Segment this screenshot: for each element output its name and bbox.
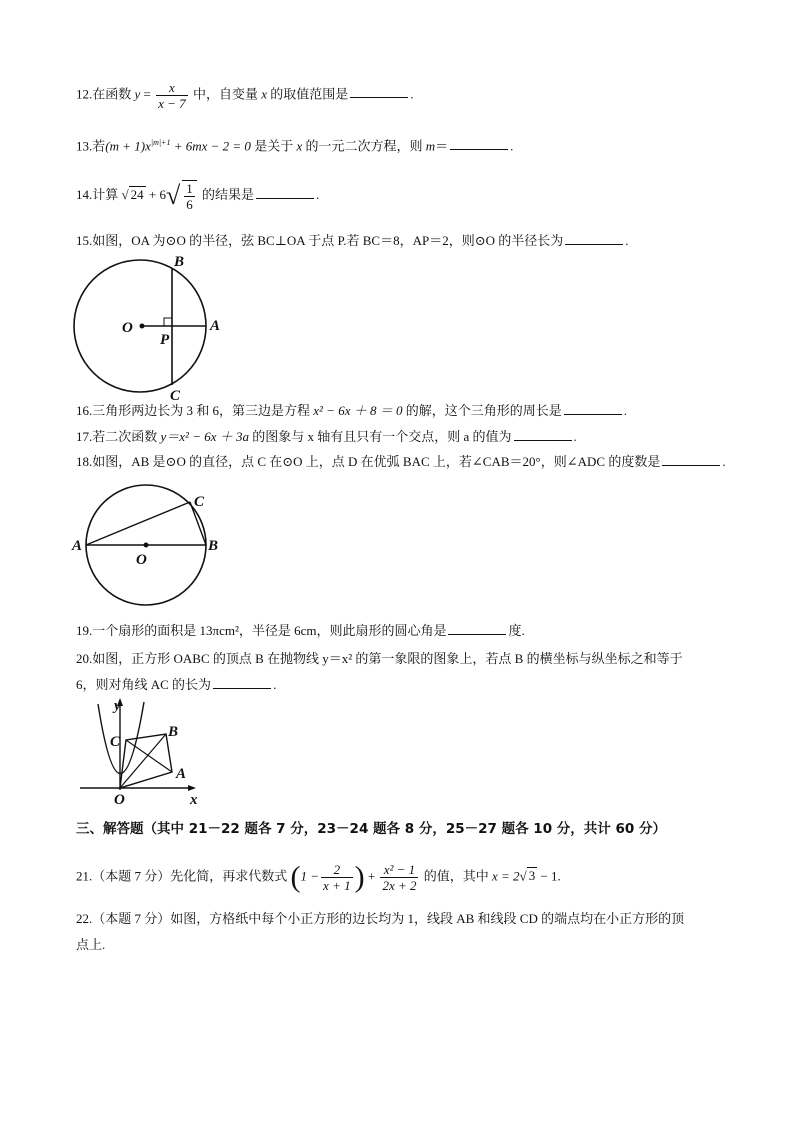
fig15-center-dot xyxy=(140,324,145,329)
q14-sqrt-fraction: √ $\frac{1}{6}$ xyxy=(166,187,199,202)
q20-text-line2: 6，则对角线 AC 的长为 xyxy=(76,677,212,692)
fig15-right-angle xyxy=(164,318,172,326)
q13-m: m xyxy=(425,138,436,154)
question-18 xyxy=(76,453,726,471)
q18-answer-blank[interactable] xyxy=(662,453,720,466)
q14-radicand: 24 xyxy=(130,186,144,202)
q21-one-minus: 1 − xyxy=(300,868,320,884)
q13-x: x xyxy=(296,138,303,154)
q21-prefix: 21.（本题 7 分）先化简，再求代数式 xyxy=(76,868,288,884)
fig18-chord-AC xyxy=(86,502,190,545)
question-13 xyxy=(76,134,513,155)
fig20-label-y: y xyxy=(114,698,121,714)
fig20-x-arrow-icon xyxy=(188,785,196,791)
fig15-label-P: P xyxy=(160,332,170,348)
q17-tail: 的图象与 x 轴有且只有一个交点，则 a 的值为 xyxy=(249,429,512,444)
fig18-label-B: B xyxy=(208,538,219,554)
question-20-line1 xyxy=(76,650,683,668)
fig18-label-A: A xyxy=(72,538,83,554)
fig18-center-dot xyxy=(144,543,149,548)
q12-equals: = xyxy=(143,86,155,102)
figure-15-circle xyxy=(70,252,230,402)
q15-answer-blank[interactable] xyxy=(565,232,623,245)
q19-answer-blank[interactable] xyxy=(448,622,506,635)
q12-tail: 的取值范围是 xyxy=(266,86,349,102)
question-19 xyxy=(76,622,525,640)
question-16 xyxy=(76,402,627,420)
q14-frac-den: 6 xyxy=(186,197,193,212)
q21-f2-denominator: 2x + 2 xyxy=(382,878,417,893)
question-15 xyxy=(76,232,629,250)
q22-text-line1: 22.（本题 7 分）如图，方格纸中每个小正方形的边长均为 1，线段 AB 和线段 CD 的端点均在小正方形的顶 xyxy=(76,911,685,926)
q13-expr2: + 6mx − 2 = 0 xyxy=(170,138,251,154)
fig20-diagonal-AC xyxy=(126,740,172,772)
fig15-label-O: O xyxy=(122,320,133,336)
q14-tail: 的结果是 xyxy=(198,186,255,202)
fig15-label-A: A xyxy=(210,318,221,334)
q20-answer-blank[interactable] xyxy=(213,676,271,689)
q13-x-base: x xyxy=(145,138,151,154)
q21-fraction-1 xyxy=(321,862,353,893)
fig20-label-O: O xyxy=(114,792,125,808)
q16-answer-blank[interactable] xyxy=(564,402,622,415)
q14-end: . xyxy=(316,186,320,202)
q14-plus: + 6 xyxy=(145,186,166,202)
q17-prefix: 17.若二次函数 xyxy=(76,429,161,444)
fig20-label-B: B xyxy=(168,724,179,740)
q21-middle: 的值，其中 xyxy=(420,868,492,884)
q12-answer-blank[interactable] xyxy=(350,85,408,98)
fig15-label-C: C xyxy=(170,388,181,402)
q21-f1-denominator: x + 1 xyxy=(323,878,351,893)
q16-prefix: 16.三角形两边长为 3 和 6，第三边是方程 xyxy=(76,403,314,418)
q14-answer-blank[interactable] xyxy=(256,186,314,199)
q13-tail: 的一元二次方程，则 xyxy=(302,138,426,154)
q16-tail: 的解，这个三角形的周长是 xyxy=(402,403,562,418)
q18-end: . xyxy=(722,454,726,469)
q19-end: 度. xyxy=(508,623,525,638)
question-12 xyxy=(76,80,414,111)
figure-18-circle xyxy=(70,478,230,618)
q13-answer-blank[interactable] xyxy=(450,137,508,150)
q12-denominator: x − 7 xyxy=(158,96,186,111)
q15-end: . xyxy=(625,233,629,248)
q16-end: . xyxy=(623,403,627,418)
q12-fraction xyxy=(156,80,188,111)
q12-middle: 中，自变量 xyxy=(192,86,262,102)
q21-plus: + xyxy=(364,868,379,884)
q12-prefix: 12.在函数 xyxy=(76,86,135,102)
q13-end: . xyxy=(510,138,514,154)
q14-sqrt24: √ 24 xyxy=(121,186,144,202)
q21-tail: − 1 xyxy=(537,868,558,884)
q21-f1-numerator: 2 xyxy=(321,862,353,878)
q19-text: 19.一个扇形的面积是 13πcm²，半径是 6cm，则此扇形的圆心角是 xyxy=(76,623,447,638)
q21-x-equals: x = 2 xyxy=(492,868,520,884)
fig20-label-C: C xyxy=(110,734,121,750)
question-22-line1 xyxy=(76,910,684,928)
q16-equation: x² − 6x ＋ 8 ＝ 0 xyxy=(313,403,403,418)
q13-exponent: |m|+1 xyxy=(150,138,171,147)
section-heading: 三、解答题（其中 21－22 题各 7 分，23－24 题各 8 分，25－27 题各 10 分，共计 60 分） xyxy=(76,821,666,837)
fig20-diagonal-OB xyxy=(120,734,166,788)
fig18-label-C: C xyxy=(194,494,205,510)
q13-expr1: (m + 1) xyxy=(105,138,146,154)
q13-middle: 是关于 xyxy=(250,138,297,154)
fig20-label-A: A xyxy=(176,766,187,782)
fig18-label-O: O xyxy=(136,552,147,568)
q12-y: y xyxy=(134,86,141,102)
fig20-square-OABC xyxy=(120,734,172,788)
q22-text-line2: 点上. xyxy=(76,937,106,952)
q12-end: . xyxy=(410,86,414,102)
q14-frac-num: 1 xyxy=(186,181,193,196)
q20-text-line1: 20.如图，正方形 OABC 的顶点 B 在抛物线 y＝x² 的第一象限的图象上，若点 B 的横坐标与纵坐标之和等于 xyxy=(76,651,683,666)
figure-20-parabola-square xyxy=(76,694,206,809)
question-22-line2 xyxy=(76,936,105,954)
q14-prefix: 14.计算 xyxy=(76,186,119,202)
q17-equation: y＝x² − 6x ＋ 3a xyxy=(160,429,249,444)
fig15-label-B: B xyxy=(174,254,185,270)
question-17 xyxy=(76,428,577,446)
question-21: 21.（本题 7 分）先化简，再求代数式 (1 − $\frac{2}{x + 1}$ ) + $\frac{\text{x² − 1}}{2x + 2}$ 的值，其中 x = 2√ 3 − 1. xyxy=(76,860,561,894)
q13-prefix: 13.若 xyxy=(76,138,106,154)
q21-f2-numerator: x² − 1 xyxy=(380,862,418,878)
q20-end: . xyxy=(273,677,277,692)
q21-end: . xyxy=(557,868,561,884)
q21-radicand: 3 xyxy=(528,868,536,884)
fig20-label-x: x xyxy=(190,792,198,808)
q21-sqrt3: √ 3 xyxy=(519,868,536,884)
q15-text: 15.如图，OA 为⊙O 的半径，弦 BC⊥OA 于点 P.若 BC＝8，AP＝2，则⊙O 的半径长为 xyxy=(76,233,564,248)
q21-fraction-2 xyxy=(380,862,418,893)
question-14 xyxy=(76,180,319,212)
q18-text: 18.如图，AB 是⊙O 的直径，点 C 在⊙O 上，点 D 在优弧 BAC 上，若∠CAB＝20°，则∠ADC 的度数是 xyxy=(76,454,661,469)
q13-equals: ＝ xyxy=(435,138,449,154)
q17-answer-blank[interactable] xyxy=(514,428,572,441)
question-20-line2 xyxy=(76,676,276,694)
q17-end: . xyxy=(573,429,577,444)
q12-x: x xyxy=(261,86,267,102)
q12-numerator: x xyxy=(156,80,188,96)
